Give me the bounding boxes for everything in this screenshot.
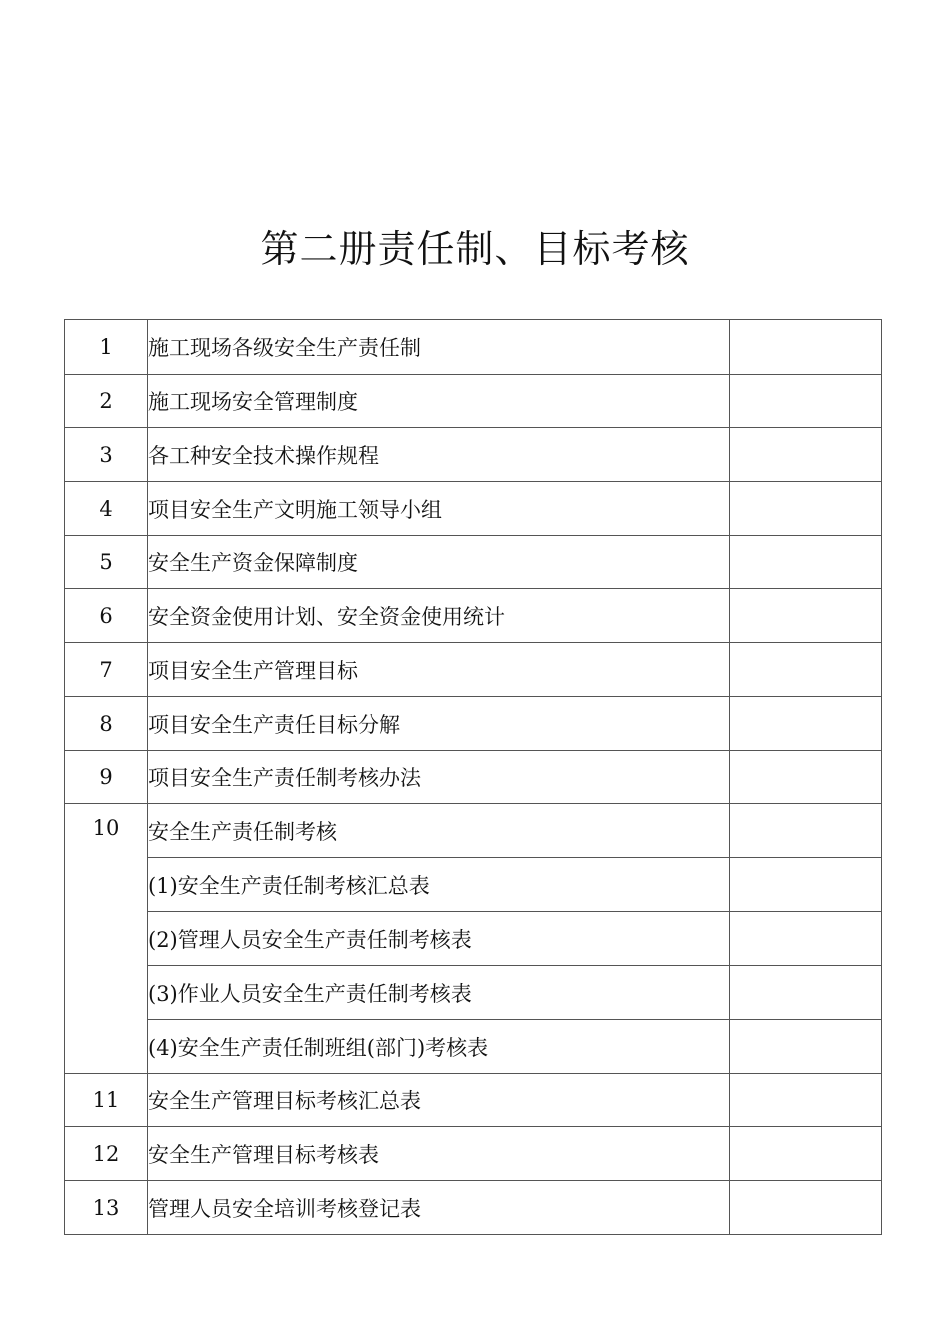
row-title: 安全生产资金保障制度 xyxy=(148,536,730,589)
row-number: 2 xyxy=(65,375,148,428)
blank-cell xyxy=(730,320,882,375)
blank-cell xyxy=(730,966,882,1020)
table-row xyxy=(65,536,882,589)
blank-cell xyxy=(730,1127,882,1181)
table-row xyxy=(65,589,882,643)
row-number: 9 xyxy=(65,751,148,804)
table-row xyxy=(65,697,882,751)
blank-cell xyxy=(730,1181,882,1235)
table-row xyxy=(65,643,882,697)
row-title: 施工现场各级安全生产责任制 xyxy=(148,320,730,375)
table-row xyxy=(65,751,882,804)
subitem-title: (2)管理人员安全生产责任制考核表 xyxy=(148,912,730,966)
blank-cell xyxy=(730,858,882,912)
blank-cell xyxy=(730,912,882,966)
row-title: 管理人员安全培训考核登记表 xyxy=(148,1181,730,1235)
row-title: 项目安全生产文明施工领导小组 xyxy=(148,482,730,536)
row-title: 施工现场安全管理制度 xyxy=(148,375,730,428)
row-number: 7 xyxy=(65,643,148,697)
row-title: 安全生产管理目标考核表 xyxy=(148,1127,730,1181)
row-number: 11 xyxy=(65,1074,148,1127)
row-number: 10 xyxy=(65,804,148,1074)
blank-cell xyxy=(730,751,882,804)
row-title: 安全生产责任制考核 xyxy=(148,804,730,858)
row-title: 项目安全生产责任目标分解 xyxy=(148,697,730,751)
row-title: 项目安全生产责任制考核办法 xyxy=(148,751,730,804)
row-title: 安全资金使用计划、安全资金使用统计 xyxy=(148,589,730,643)
row-number: 5 xyxy=(65,536,148,589)
subitem-title: (3)作业人员安全生产责任制考核表 xyxy=(148,966,730,1020)
table-row xyxy=(65,482,882,536)
blank-cell xyxy=(730,375,882,428)
row-number: 13 xyxy=(65,1181,148,1235)
table-row xyxy=(65,1074,882,1127)
blank-cell xyxy=(730,804,882,858)
subitem-title: (1)安全生产责任制考核汇总表 xyxy=(148,858,730,912)
blank-cell xyxy=(730,589,882,643)
row-number: 1 xyxy=(65,320,148,375)
row-number: 4 xyxy=(65,482,148,536)
row-number: 12 xyxy=(65,1127,148,1181)
table-row xyxy=(65,320,882,375)
blank-cell xyxy=(730,1020,882,1074)
row-number: 8 xyxy=(65,697,148,751)
row-title: 安全生产管理目标考核汇总表 xyxy=(148,1074,730,1127)
table-subrow xyxy=(65,966,882,1020)
row-title: 各工种安全技术操作规程 xyxy=(148,428,730,482)
blank-cell xyxy=(730,1074,882,1127)
table-subrow xyxy=(65,858,882,912)
table-subrow xyxy=(65,912,882,966)
table-row xyxy=(65,1181,882,1235)
row-number: 3 xyxy=(65,428,148,482)
contents-table xyxy=(64,319,882,1235)
row-number: 6 xyxy=(65,589,148,643)
subitem-title: (4)安全生产责任制班组(部门)考核表 xyxy=(148,1020,730,1074)
blank-cell xyxy=(730,428,882,482)
blank-cell xyxy=(730,482,882,536)
table-row xyxy=(65,1127,882,1181)
page-title: 第二册责任制、目标考核 xyxy=(260,227,690,272)
table-row xyxy=(65,428,882,482)
table-subrow xyxy=(65,1020,882,1074)
blank-cell xyxy=(730,536,882,589)
table-row xyxy=(65,375,882,428)
blank-cell xyxy=(730,697,882,751)
blank-cell xyxy=(730,643,882,697)
table-row xyxy=(65,804,882,858)
row-title: 项目安全生产管理目标 xyxy=(148,643,730,697)
